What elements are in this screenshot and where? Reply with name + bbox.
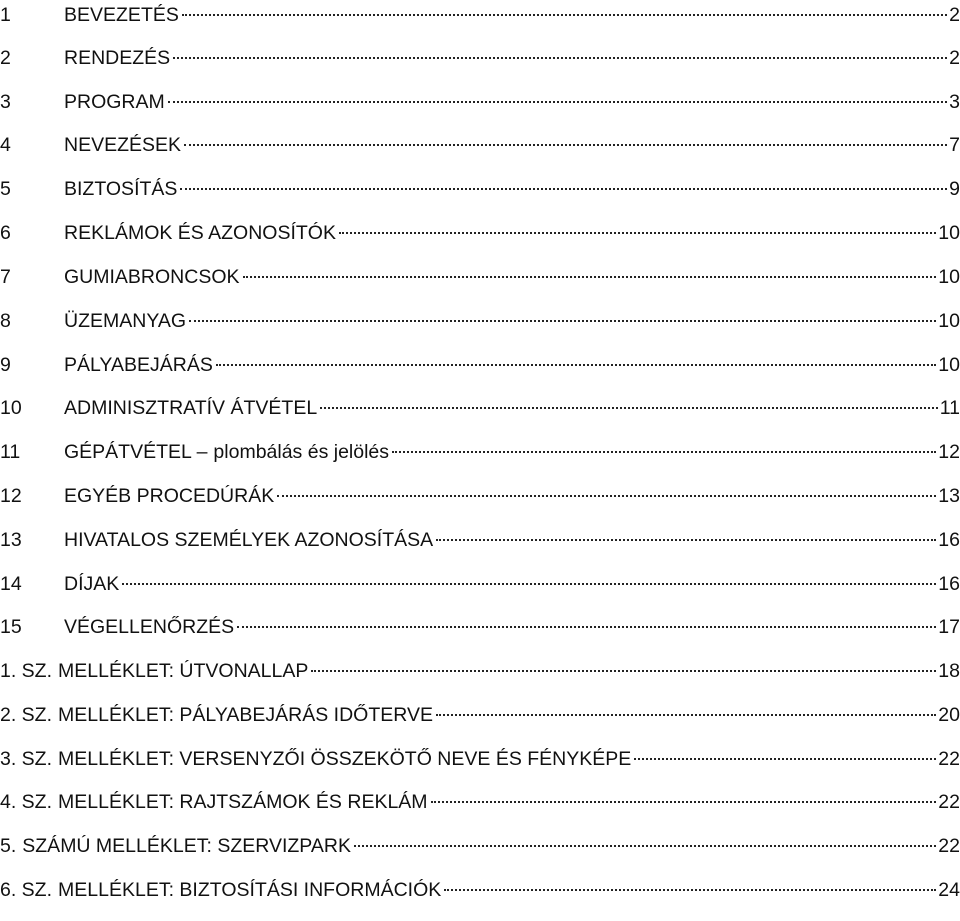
toc-entry[interactable]	[0, 875, 960, 905]
toc-entry-number: 2	[0, 47, 11, 69]
toc-entry[interactable]	[0, 656, 960, 686]
toc-dot-leader	[277, 495, 936, 497]
toc-entry-title: REKLÁMOK ÉS AZONOSÍTÓK	[64, 222, 336, 244]
toc-entry-title: EGYÉB PROCEDÚRÁK	[64, 485, 275, 507]
toc-entry-number: 11	[0, 441, 21, 463]
toc-dot-leader	[444, 889, 936, 891]
toc-entry-title: ADMINISZTRATÍV ÁTVÉTEL	[64, 397, 318, 419]
toc-entry-number: 3. SZ.	[0, 748, 53, 770]
toc-entry-number: 5.	[0, 835, 17, 857]
toc-entry-number: 6. SZ.	[0, 879, 53, 901]
toc-entry-title: GUMIABRONCSOK	[64, 266, 240, 288]
toc-entry[interactable]	[0, 393, 960, 423]
toc-entry[interactable]	[0, 43, 960, 73]
toc-entry[interactable]	[0, 744, 960, 774]
toc-dot-leader	[216, 364, 936, 366]
toc-entry-subtitle: plombálás és jelölés	[213, 441, 390, 463]
toc-dot-leader	[339, 232, 936, 234]
toc-entry-title: MELLÉKLET: BIZTOSÍTÁSI INFORMÁCIÓK	[58, 879, 442, 901]
toc-entry-number: 14	[0, 573, 22, 595]
toc-dot-leader	[392, 451, 936, 453]
toc-entry-title: MELLÉKLET: RAJTSZÁMOK ÉS REKLÁM	[58, 791, 428, 813]
toc-dot-leader	[180, 188, 947, 190]
toc-entry-title: NEVEZÉSEK	[64, 134, 182, 156]
toc-entry-page: 16	[938, 529, 960, 551]
toc-entry-number: 15	[0, 616, 22, 638]
toc-dot-leader	[436, 714, 936, 716]
toc-dot-leader	[237, 626, 936, 628]
toc-dot-leader	[431, 801, 937, 803]
toc-entry-title: SZÁMÚ MELLÉKLET: SZERVIZPARK	[22, 835, 351, 857]
toc-entry-title: DÍJAK	[64, 573, 120, 595]
toc-entry[interactable]	[0, 437, 960, 467]
toc-dot-leader	[243, 276, 937, 278]
toc-entry[interactable]	[0, 569, 960, 599]
toc-entry-title: ÜZEMANYAG	[64, 310, 187, 332]
toc-entry-page: 2	[949, 4, 960, 26]
toc-dot-leader	[311, 670, 936, 672]
toc-entry-page: 13	[938, 485, 960, 507]
toc-entry-number: 6	[0, 222, 11, 244]
toc-entry-title: MELLÉKLET: PÁLYABEJÁRÁS IDŐTERVE	[58, 704, 434, 726]
toc-entry-page: 20	[938, 704, 960, 726]
toc-entry-page: 16	[938, 573, 960, 595]
toc-entry[interactable]	[0, 130, 960, 160]
toc-entry-number: 12	[0, 485, 22, 507]
toc-dot-leader	[436, 539, 936, 541]
toc-entry-page: 10	[938, 266, 960, 288]
toc-entry-title: BEVEZETÉS	[64, 4, 179, 26]
toc-entry-title: GÉPÁTVÉTEL –	[64, 441, 208, 463]
toc-entry-page: 2	[949, 47, 960, 69]
toc-entry-title: MELLÉKLET: ÚTVONALLAP	[58, 660, 309, 682]
toc-entry[interactable]	[0, 525, 960, 555]
toc-entry-title: RENDEZÉS	[64, 47, 171, 69]
toc-dot-leader	[122, 583, 936, 585]
toc-entry-page: 9	[949, 178, 960, 200]
toc-entry-number: 9	[0, 354, 11, 376]
toc-entry[interactable]	[0, 350, 960, 380]
toc-entry[interactable]	[0, 306, 960, 336]
toc-entry[interactable]	[0, 218, 960, 248]
toc-entry-page: 10	[938, 222, 960, 244]
toc-entry-page: 18	[938, 660, 960, 682]
toc-entry-number: 5	[0, 178, 11, 200]
toc-entry[interactable]	[0, 700, 960, 730]
toc-entry-number: 4. SZ.	[0, 791, 53, 813]
toc-entry-title: PROGRAM	[64, 91, 165, 113]
toc-entry-title: VÉGELLENŐRZÉS	[64, 616, 235, 638]
toc-entry[interactable]	[0, 481, 960, 511]
toc-entry-number: 7	[0, 266, 11, 288]
toc-dot-leader	[184, 144, 947, 146]
toc-dot-leader	[354, 845, 936, 847]
toc-entry-number: 1. SZ.	[0, 660, 53, 682]
toc-entry-page: 10	[938, 310, 960, 332]
toc-dot-leader	[168, 101, 947, 103]
toc-entry-title: BIZTOSÍTÁS	[64, 178, 178, 200]
toc-entry[interactable]	[0, 262, 960, 292]
toc-entry-number: 10	[0, 397, 22, 419]
toc-entry-page: 7	[949, 134, 960, 156]
toc-entry-number: 2. SZ.	[0, 704, 53, 726]
toc-entry[interactable]	[0, 831, 960, 861]
toc-dot-leader	[634, 758, 936, 760]
toc-entry-title: PÁLYABEJÁRÁS	[64, 354, 213, 376]
toc-entry-page: 22	[938, 791, 960, 813]
toc-dot-leader	[320, 407, 938, 409]
toc-entry-page: 12	[938, 441, 960, 463]
toc-entry-page: 11	[939, 397, 960, 419]
toc-entry-title: HIVATALOS SZEMÉLYEK AZONOSÍTÁSA	[64, 529, 434, 551]
toc-entry[interactable]	[0, 87, 960, 117]
toc-entry[interactable]	[0, 0, 960, 30]
toc-entry-page: 22	[938, 835, 960, 857]
toc-entry-number: 13	[0, 529, 22, 551]
toc-entry-page: 10	[938, 354, 960, 376]
toc-entry[interactable]	[0, 787, 960, 817]
toc-entry-page: 24	[938, 879, 960, 901]
toc-entry-number: 3	[0, 91, 11, 113]
toc-dot-leader	[173, 57, 947, 59]
toc-dot-leader	[189, 320, 936, 322]
toc-entry-page: 3	[949, 91, 960, 113]
toc-entry-number: 1	[0, 4, 11, 26]
toc-entry[interactable]	[0, 174, 960, 204]
toc-entry-title: MELLÉKLET: VERSENYZŐI ÖSSZEKÖTŐ NEVE ÉS FÉNYKÉPE	[58, 748, 632, 770]
toc-entry[interactable]	[0, 612, 960, 642]
toc-dot-leader	[182, 14, 947, 16]
toc-entry-number: 8	[0, 310, 11, 332]
toc-entry-page: 22	[938, 748, 960, 770]
toc-entry-number: 4	[0, 134, 11, 156]
toc-entry-page: 17	[938, 616, 960, 638]
